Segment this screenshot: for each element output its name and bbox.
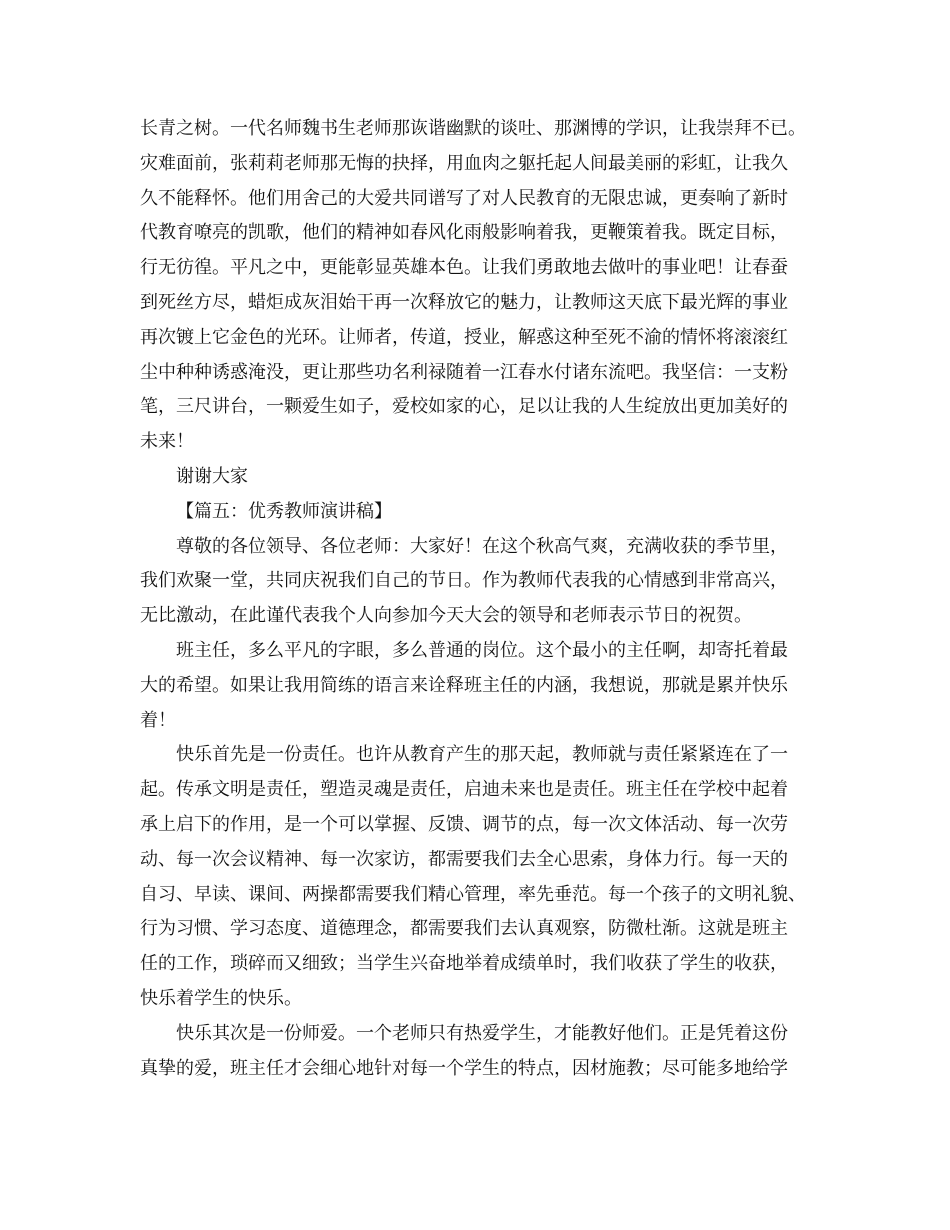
text-line: 大的希望。如果让我用简练的语言来诠释班主任的内涵，我想说，那就是累并快乐: [140, 674, 788, 696]
text-line: 快乐着学生的快乐。: [140, 987, 302, 1009]
text-line: 承上启下的作用，是一个可以掌握、反馈、调节的点，每一次文体活动、每一次劳: [140, 813, 788, 835]
text-line: 行无彷徨。平凡之中，更能彰显英雄本色。让我们勇敢地去做叶的事业吧！让春蚕: [140, 257, 788, 279]
text-line: 起。传承文明是责任，塑造灵魂是责任，启迪未来也是责任。班主任在学校中起着: [140, 779, 788, 801]
text-line: 班主任，多么平凡的字眼，多么普通的岗位。这个最小的主任啊，却寄托着最: [176, 639, 788, 661]
text-line: 快乐其次是一份师爱。一个老师只有热爱学生，才能教好他们。正是凭着这份: [176, 1022, 788, 1044]
text-line: 未来！: [140, 431, 194, 453]
text-line: 长青之树。一代名师魏书生老师那诙谐幽默的谈吐、那渊博的学识，让我崇拜不已。: [140, 118, 806, 139]
text-line: 久不能释怀。他们用舍己的大爱共同谱写了对人民教育的无限忠诚，更奏响了新时: [140, 187, 788, 209]
text-line: 【篇五：优秀教师演讲稿】: [176, 500, 392, 522]
text-line: 任的工作，琐碎而又细致；当学生兴奋地举着成绩单时，我们收获了学生的收获，: [140, 953, 788, 975]
text-line: 到死丝方尽，蜡炬成灰泪始干再一次释放它的魅力，让教师这天底下最光辉的事业: [140, 291, 788, 313]
text-line: 无比激动，在此谨代表我个人向参加今天大会的领导和老师表示节日的祝贺。: [140, 605, 752, 627]
text-line: 着！: [140, 709, 176, 731]
text-line: 动、每一次会议精神、每一次家访，都需要我们去全心思索，身体力行。每一天的: [140, 848, 788, 870]
text-line: 真挚的爱，班主任才会细心地针对每一个学生的特点，因材施教；尽可能多地给学: [140, 1057, 788, 1079]
text-line: 行为习惯、学习态度、道德理念，都需要我们去认真观察，防微杜渐。这就是班主: [140, 918, 788, 940]
text-line: 灾难面前，张莉莉老师那无悔的抉择，用血肉之躯托起人间最美丽的彩虹，让我久: [140, 152, 788, 174]
text-line: 谢谢大家: [176, 465, 248, 487]
text-line: 再次镀上它金色的光环。让师者，传道，授业，解惑这种至死不渝的情怀将滚滚红: [140, 326, 788, 348]
text-line: 尘中种种诱惑淹没，更让那些功名利禄随着一江春水付诸东流吧。我坚信：一支粉: [140, 361, 788, 383]
text-line: 我们欢聚一堂，共同庆祝我们自己的节日。作为教师代表我的心情感到非常高兴，: [140, 570, 788, 592]
text-line: 笔，三尺讲台，一颗爱生如子，爱校如家的心，足以让我的人生绽放出更加美好的: [140, 396, 788, 418]
text-line: 自习、早读、课间、两操都需要我们精心管理，率先垂范。每一个孩子的文明礼貌、: [140, 883, 806, 905]
document-body-text: [140, 112, 830, 1086]
text-line: 代教育嘹亮的凯歌，他们的精神如春风化雨般影响着我，更鞭策着我。既定目标，: [140, 222, 788, 244]
text-line: 快乐首先是一份责任。也许从教育产生的那天起，教师就与责任紧紧连在了一: [176, 744, 788, 766]
text-line: 尊敬的各位领导、各位老师：大家好！在这个秋高气爽，充满收获的季节里，: [176, 535, 788, 557]
